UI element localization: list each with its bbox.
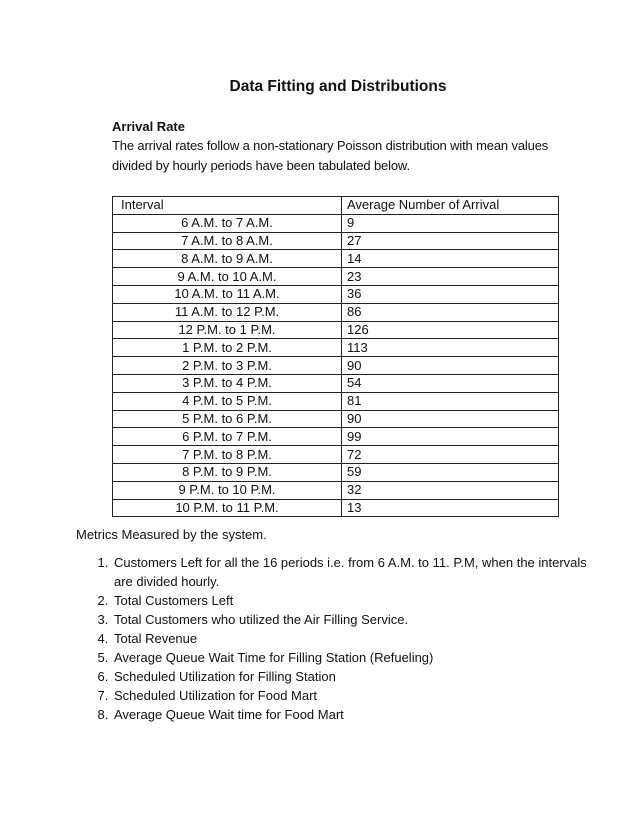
column-header-interval: Interval [113, 197, 342, 215]
interval-cell: 7 A.M. to 8 A.M. [113, 232, 342, 250]
average-arrivals-cell: 27 [342, 232, 559, 250]
table-row [113, 428, 559, 446]
average-arrivals-cell: 126 [342, 321, 559, 339]
column-header-average-arrivals: Average Number of Arrival [342, 197, 559, 215]
table-row [113, 250, 559, 268]
metric-item: 2. Total Customers Left [112, 591, 590, 610]
average-arrivals-cell: 59 [342, 463, 559, 481]
interval-cell: 6 A.M. to 7 A.M. [113, 214, 342, 232]
table-row [113, 339, 559, 357]
metric-item: 8. Average Queue Wait time for Food Mart [112, 705, 590, 724]
table-row [113, 481, 559, 499]
table-row [113, 357, 559, 375]
metric-item: 1. Customers Left for all the 16 periods i.e. from 6 A.M. to 11. P.M, when the intervals are divided hourly. [112, 553, 590, 591]
average-arrivals-cell: 9 [342, 214, 559, 232]
average-arrivals-cell: 113 [342, 339, 559, 357]
average-arrivals-cell: 32 [342, 481, 559, 499]
interval-cell: 5 P.M. to 6 P.M. [113, 410, 342, 428]
average-arrivals-cell: 90 [342, 357, 559, 375]
interval-cell: 9 P.M. to 10 P.M. [113, 481, 342, 499]
arrival-rate-table [112, 196, 559, 517]
table-row [113, 499, 559, 517]
table-row [113, 321, 559, 339]
table-header-row [113, 197, 559, 215]
average-arrivals-cell: 23 [342, 268, 559, 286]
interval-cell: 1 P.M. to 2 P.M. [113, 339, 342, 357]
average-arrivals-cell: 13 [342, 499, 559, 517]
table-row [113, 410, 559, 428]
table-row [113, 392, 559, 410]
interval-cell: 11 A.M. to 12 P.M. [113, 303, 342, 321]
interval-cell: 10 P.M. to 11 P.M. [113, 499, 342, 517]
metrics-heading: Metrics Measured by the system. [76, 527, 267, 542]
metrics-list [76, 553, 590, 724]
page-title: Data Fitting and Distributions [229, 78, 447, 95]
average-arrivals-cell: 54 [342, 374, 559, 392]
interval-cell: 3 P.M. to 4 P.M. [113, 374, 342, 392]
interval-cell: 10 A.M. to 11 A.M. [113, 285, 342, 303]
metric-item: 4. Total Revenue [112, 629, 590, 648]
average-arrivals-cell: 86 [342, 303, 559, 321]
table-row [113, 463, 559, 481]
interval-cell: 8 A.M. to 9 A.M. [113, 250, 342, 268]
table-row [113, 268, 559, 286]
interval-cell: 8 P.M. to 9 P.M. [113, 463, 342, 481]
average-arrivals-cell: 99 [342, 428, 559, 446]
metric-item: 6. Scheduled Utilization for Filling Station [112, 667, 590, 686]
interval-cell: 2 P.M. to 3 P.M. [113, 357, 342, 375]
interval-cell: 4 P.M. to 5 P.M. [113, 392, 342, 410]
interval-cell: 6 P.M. to 7 P.M. [113, 428, 342, 446]
average-arrivals-cell: 36 [342, 285, 559, 303]
interval-cell: 9 A.M. to 10 A.M. [113, 268, 342, 286]
average-arrivals-cell: 90 [342, 410, 559, 428]
average-arrivals-cell: 72 [342, 446, 559, 464]
arrival-rate-heading: Arrival Rate [112, 119, 185, 134]
average-arrivals-cell: 81 [342, 392, 559, 410]
metric-item: 5. Average Queue Wait Time for Filling Station (Refueling) [112, 648, 590, 667]
table-row [113, 214, 559, 232]
metric-item: 7. Scheduled Utilization for Food Mart [112, 686, 590, 705]
metric-item: 3. Total Customers who utilized the Air Filling Service. [112, 610, 590, 629]
average-arrivals-cell: 14 [342, 250, 559, 268]
table-row [113, 285, 559, 303]
table-row [113, 232, 559, 250]
arrival-rate-intro: The arrival rates follow a non-stationary Poisson distribution with mean values divided by hourly periods have been tabulated below. [112, 138, 549, 173]
table-row [113, 374, 559, 392]
table-row [113, 303, 559, 321]
interval-cell: 7 P.M. to 8 P.M. [113, 446, 342, 464]
interval-cell: 12 P.M. to 1 P.M. [113, 321, 342, 339]
table-row [113, 446, 559, 464]
